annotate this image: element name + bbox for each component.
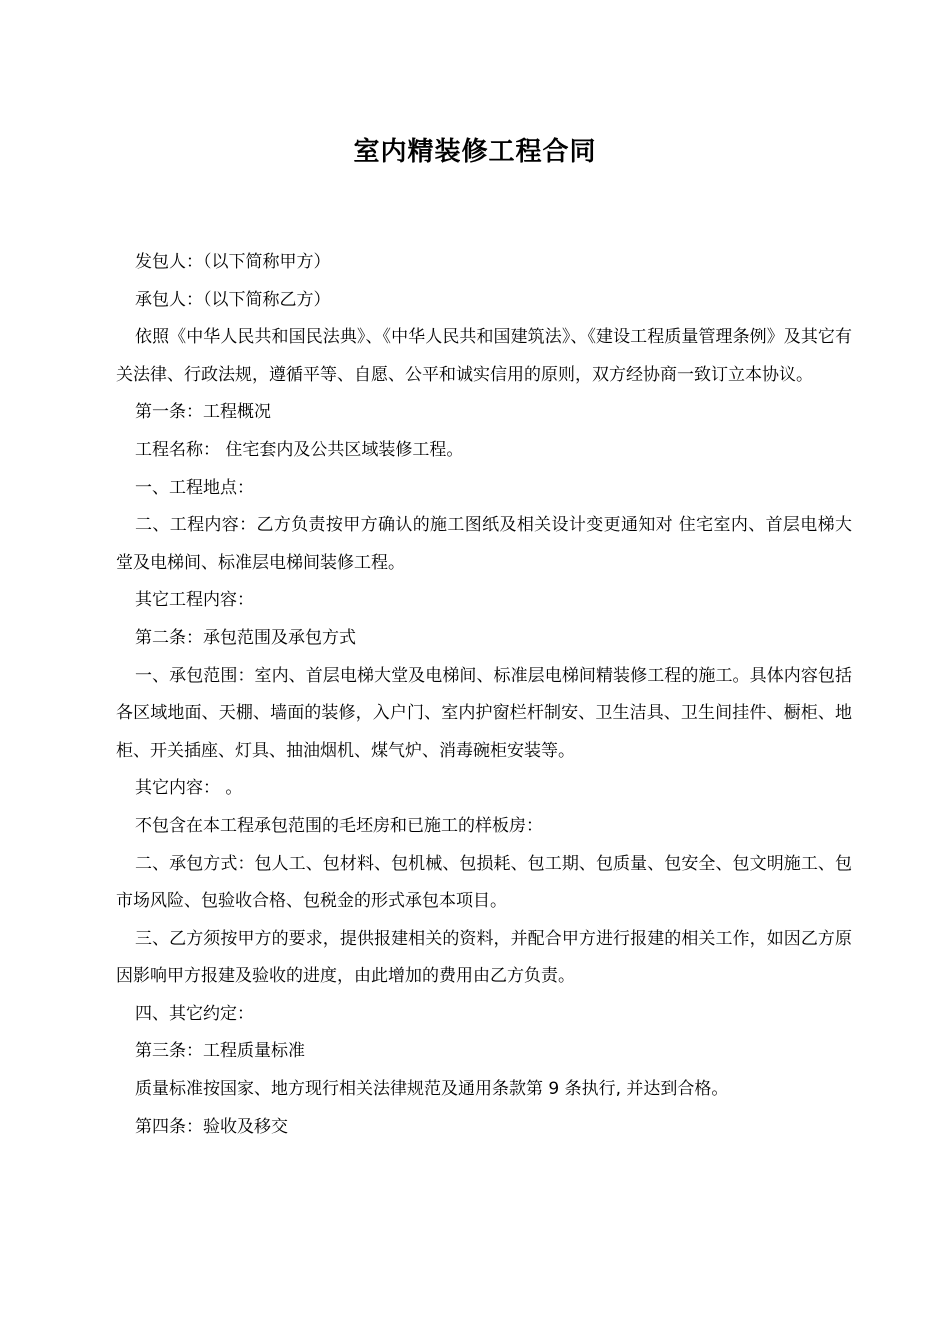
article-4-heading: 第四条：验收及移交 [135, 1116, 288, 1137]
article-3-heading: 第三条：工程质量标准 [135, 1041, 305, 1062]
article-2-heading: 第二条：承包范围及承包方式 [135, 627, 356, 648]
paragraph-other-agreements: 四、其它约定： [135, 1003, 254, 1024]
paragraph-legal-basis: 依照《中华人民共和国民法典》、《中华人民共和国建筑法》、《建设工程质量管理条例》及其它有关法律、行政法规，遵循平等、自愿、公平和诚实信用的原则，双方经协商一致订立本协议。 [116, 327, 852, 385]
paragraph-contract-method: 二、承包方式：包人工、包材料、包机械、包损耗、包工期、包质量、包安全、包文明施工、包市场风险、包验收合格、包税金的形式承包本项目。 [116, 853, 852, 912]
paragraph-contract-scope: 一、承包范围：室内、首层电梯大堂及电梯间、标准层电梯间精装修工程的施工。具体内容包括各区域地面、天棚、墙面的装修，入户门、室内护窗栏杆制安、卫生洁具、卫生间挂件、橱柜、地柜、开关插座、灯具、抽油烟机、煤气炉、消毒碗柜安装等。 [116, 665, 852, 761]
article-1-heading: 第一条：工程概况 [135, 402, 271, 423]
paragraph-project-name: 工程名称： 住宅套内及公共区域装修工程。 [135, 439, 464, 460]
paragraph-excluded-scope: 不包含在本工程承包范围的毛坯房和已施工的样板房： [135, 815, 543, 836]
paragraph-other-project-content: 其它工程内容： [135, 590, 254, 611]
paragraph-other-content: 其它内容： 。 [135, 778, 243, 799]
paragraph-contractor: 承包人：（以下简称乙方） [135, 289, 331, 310]
paragraph-project-location: 一、工程地点： [135, 477, 254, 498]
paragraph-quality-standard: 质量标准按国家、地方现行相关法律规范及通用条款第 9 条执行, 并达到合格。 [135, 1079, 729, 1100]
document-title: 室内精装修工程合同 [353, 137, 597, 167]
paragraph-permit-cooperation: 三、乙方须按甲方的要求，提供报建相关的资料，并配合甲方进行报建的相关工作，如因乙方原因影响甲方报建及验收的进度，由此增加的费用由乙方负责。 [116, 928, 852, 987]
paragraph-project-content: 二、工程内容：乙方负责按甲方确认的施工图纸及相关设计变更通知对 住宅室内、首层电梯大堂及电梯间、标准层电梯间装修工程。 [116, 515, 852, 573]
paragraph-employer: 发包人：（以下简称甲方） [135, 252, 331, 272]
document-body [116, 244, 852, 1146]
